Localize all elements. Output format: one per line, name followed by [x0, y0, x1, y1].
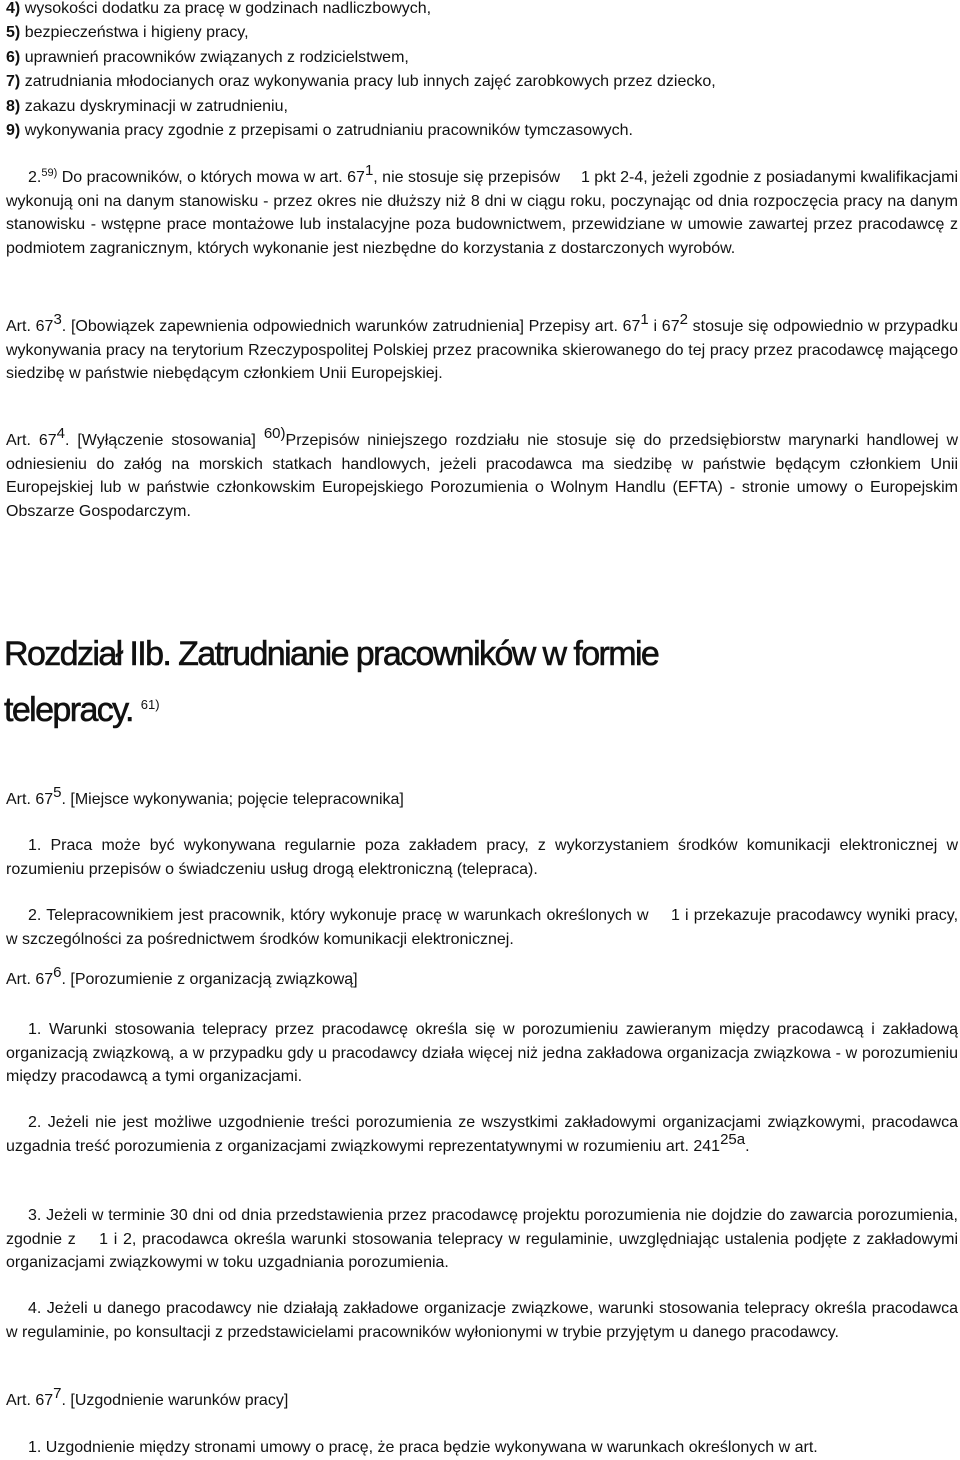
list-item-number: 5)	[6, 24, 21, 42]
enumerated-list	[6, 0, 958, 143]
list-item	[6, 70, 958, 94]
article-text: . [Obowiązek zapewnienia odpowiednich warunków zatrudnienia] Przepisy art. 67	[61, 318, 641, 335]
article-67-6-paragraph-2	[6, 1111, 958, 1158]
list-item-number: 7)	[6, 73, 21, 91]
paragraph-text: 1. Uzgodnienie między stronami umowy o pracę, że praca będzie wykonywana w warunkach określonych w art.	[28, 1439, 818, 1456]
paragraph-text: 1 pkt 2-4, jeżeli zgodnie z posiadanymi kwalifikacjami wykonują oni na danym stanowisku - przez okres nie dłuższy niż 8 dni w ciągu roku, poczynając od dnia rozpoczęcia pracy na danym stanowisku - wstępne prace montażowe lub instalacyjne poza budownictwem, przewidziane w umowie zawartej przez pracodawcę z podmiotem zagranicznym, których wykonanie jest niezbędne do korzystania z dostarczonych wyrobów.	[6, 169, 959, 257]
paragraph-text: 1 i przekazuje pracodawcy wyniki pracy, w szczególności za pośrednictwem środków komunikacji elektronicznej.	[6, 907, 959, 948]
list-item-number: 9)	[6, 122, 21, 140]
footnote-ref: 61)	[140, 697, 160, 712]
chapter-title-line	[4, 682, 954, 738]
list-item-number: 4)	[6, 0, 21, 17]
superscript: 5	[53, 784, 62, 801]
paragraph-text: 2. Jeżeli nie jest możliwe uzgodnienie treści porozumienia ze wszystkimi zakładowymi organizacjami związkowymi, pracodawca uzgadnia treść porozumienia z organizacjami związkowymi reprezentatywnymi w rozumieniu art. 241	[6, 1114, 958, 1155]
list-item-number: 6)	[6, 48, 21, 66]
paragraph-text: 1. Praca może być wykonywana regularnie poza zakładem pracy, z wykorzystaniem środków komunikacji elektronicznej w rozumieniu przepisów o świadczeniu usług drogą elektroniczną (telepraca).	[6, 837, 958, 878]
paragraph-2	[6, 162, 959, 260]
list-item-text: wykonywania pracy zgodnie z przepisami o zatrudnianiu pracowników tymczasowych.	[24, 122, 633, 140]
paragraph-text: 1 i 2, pracodawca określa warunki stosowania telepracy w regulaminie, uwzględniając ustalenia podjęte z zakładowymi organizacjami związkowymi w toku uzgadniania porozumienia.	[6, 1230, 958, 1271]
article-heading: Art. 67	[6, 971, 54, 988]
list-item-text: zatrudniania młodocianych oraz wykonywania pracy lub innych zajęć zarobkowych przez dziecko,	[24, 73, 716, 91]
paragraph-text: 3. Jeżeli w terminie 30 dni od dnia przedstawienia przez pracodawcę projektu porozumienia nie dojdzie do zawarcia porozumienia, zgodnie z	[6, 1207, 958, 1248]
article-67-6-paragraph-1	[6, 1018, 958, 1089]
article-67-5-paragraph-2	[6, 904, 958, 951]
superscript: 4	[56, 425, 65, 442]
paragraph-number: 2.	[28, 169, 42, 186]
paragraph-text: 1. Warunki stosowania telepracy przez pracodawcę określa się w porozumieniu zawieranym między pracodawcą i zakładową organizacją związkową, a w przypadku gdy u pracodawcy działa więcej niż jedna zakładowa organizacja związkowa - w porozumieniu między pracodawcą a tymi organizacjami.	[6, 1021, 958, 1085]
list-item	[6, 46, 958, 70]
paragraph-text: Do pracowników, o których mowa w art. 67	[61, 169, 365, 186]
list-item	[6, 119, 958, 143]
article-67-5-paragraph-1	[6, 834, 958, 881]
superscript: 1	[364, 162, 374, 179]
superscript: 2	[679, 311, 688, 328]
article-67-6-paragraph-3	[6, 1204, 958, 1275]
article-title: . [Uzgodnienie warunków pracy]	[61, 1392, 289, 1409]
article-67-3	[6, 311, 958, 386]
article-heading: Art. 67	[6, 432, 57, 449]
chapter-heading	[4, 626, 954, 738]
article-heading: Art. 67	[6, 318, 54, 335]
list-item-text: zakazu dyskryminacji w zatrudnieniu,	[24, 97, 288, 115]
article-heading: Art. 67	[6, 1392, 54, 1409]
article-text: Przepisów niniejszego rozdziału nie stosuje się do przedsiębiorstw marynarki handlowej w odniesieniu do załóg na morskich statkach handlowych, jeżeli pracodawca ma siedzibę w państwie będącym członkiem Unii Europejskiej lub w państwie członkowskim Europejskiego Porozumienia o Wolnym Handlu (EFTA) - stronie umowy o Europejskim Obszarze Gospodarczym.	[6, 432, 959, 520]
article-67-7-heading	[6, 1385, 958, 1413]
article-67-7-paragraph-1	[6, 1436, 958, 1460]
article-heading: Art. 67	[6, 791, 54, 808]
paragraph-text: .	[745, 1137, 750, 1155]
list-item-text: bezpieczeństwa i higieny pracy,	[24, 24, 249, 42]
article-text: i 67	[648, 318, 680, 335]
superscript: 25a	[720, 1130, 746, 1148]
list-item-number: 8)	[6, 97, 21, 115]
chapter-title-line: Rozdział IIb. Zatrudnianie pracowników w formie	[4, 635, 659, 673]
article-text: . [Wyłączenie stosowania]	[64, 432, 256, 449]
superscript: 3	[53, 311, 62, 328]
paragraph-text: 2. Telepracownikiem jest pracownik, który wykonuje pracę w warunkach określonych w	[28, 907, 649, 924]
list-item-text: uprawnień pracowników związanych z rodzicielstwem,	[24, 48, 409, 66]
paragraph-text: , nie stosuje się przepisów	[373, 169, 561, 186]
article-text: stosuje się odpowiednio w przypadku wykonywania pracy na terytorium Rzeczypospolitej Polskiej przez pracownika skierowanego do tej pracy przez pracodawcę mającego siedzibę w państwie niebędącym członkiem Unii Europejskiej.	[6, 318, 958, 382]
article-title: . [Miejsce wykonywania; pojęcie telepracownika]	[61, 791, 404, 808]
list-item	[6, 21, 958, 45]
chapter-title-text: telepracy.	[4, 691, 133, 729]
list-item-text: wysokości dodatku za pracę w godzinach nadliczbowych,	[24, 0, 432, 17]
paragraph-text: 4. Jeżeli u danego pracodawcy nie działają zakładowe organizacje związkowe, warunki stosowania telepracy określa pracodawca w regulaminie, po konsultacji z przedstawicielami pracowników wyłonionymi w trybie przyjętym u danego pracodawcy.	[6, 1300, 958, 1341]
superscript: 1	[640, 311, 649, 328]
list-item	[6, 0, 958, 21]
article-67-6-paragraph-4	[6, 1297, 958, 1344]
footnote-ref: 60)	[263, 425, 286, 442]
article-67-6-heading	[6, 964, 958, 992]
superscript: 7	[53, 1385, 62, 1402]
list-item	[6, 95, 958, 119]
superscript: 6	[53, 964, 62, 981]
article-title: . [Porozumienie z organizacją związkową]	[61, 971, 358, 988]
article-67-4	[6, 425, 959, 523]
article-67-5-heading	[6, 784, 958, 812]
footnote-ref: 59)	[41, 167, 58, 179]
